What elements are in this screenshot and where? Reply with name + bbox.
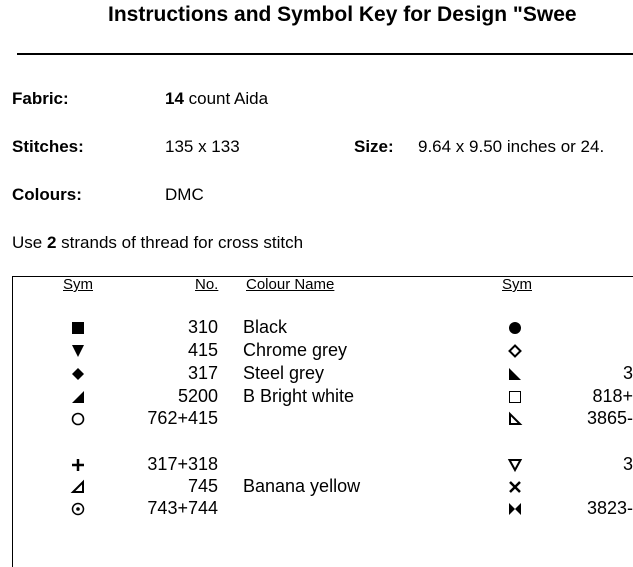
thread-instruction xyxy=(12,233,303,253)
colours-label: Colours: xyxy=(12,185,82,204)
colour-number: 762+415 xyxy=(147,408,218,428)
fabric-value xyxy=(165,89,268,109)
open-triangle-down-icon xyxy=(505,456,525,476)
colour-number-right: 3 xyxy=(622,454,633,474)
colour-number-right: 818+ xyxy=(592,386,633,406)
fabric-label: Fabric: xyxy=(12,89,69,108)
plus-icon xyxy=(68,456,88,476)
colour-number: 745 xyxy=(187,476,218,496)
filled-square-icon xyxy=(68,319,88,339)
fabric-count: 14 xyxy=(165,89,184,108)
open-diamond-icon xyxy=(505,342,525,362)
header-colour-name: Colour Name xyxy=(246,276,335,293)
colour-number-right: 3865- xyxy=(586,408,633,428)
colour-number: 743+744 xyxy=(147,498,218,518)
size-label: Size: xyxy=(354,137,394,156)
bowtie-icon xyxy=(505,500,525,520)
colour-number-right: 3823- xyxy=(586,498,633,518)
filled-triangle-down-icon xyxy=(68,342,88,362)
instruction-prefix: Use xyxy=(12,233,47,252)
colour-name: Chrome grey xyxy=(243,340,348,360)
filled-wedge-right-icon xyxy=(68,388,88,408)
open-wedge-icon xyxy=(68,478,88,498)
colour-number: 317+318 xyxy=(147,454,218,474)
strand-count: 2 xyxy=(46,233,57,252)
header-no: No. xyxy=(195,276,219,293)
colour-name: Banana yellow xyxy=(243,476,361,496)
x-icon xyxy=(505,478,525,498)
colours-value: DMC xyxy=(165,185,204,204)
colour-number-right: 3 xyxy=(622,363,633,383)
header-sym-right: Sym xyxy=(502,276,532,293)
instruction-suffix: strands of thread for cross stitch xyxy=(56,233,304,252)
colour-name: B Bright white xyxy=(243,386,355,406)
colour-name: Black xyxy=(243,317,288,337)
colour-number: 310 xyxy=(187,317,218,337)
filled-circle-icon xyxy=(505,319,525,339)
filled-diamond-icon xyxy=(68,365,88,385)
page-title: Instructions and Symbol Key for Design "Swee xyxy=(108,3,577,26)
header-sym: Sym xyxy=(63,276,93,293)
colour-number: 317 xyxy=(187,363,218,383)
title-divider xyxy=(17,53,633,55)
fabric-type: count Aida xyxy=(183,89,269,108)
colour-name: Steel grey xyxy=(243,363,325,383)
filled-wedge-left-icon xyxy=(505,365,525,385)
open-square-icon xyxy=(505,388,525,408)
stitches-label: Stitches: xyxy=(12,137,84,156)
circle-dot-icon xyxy=(68,500,88,520)
colour-number: 415 xyxy=(187,340,218,360)
stitches-value: 135 x 133 xyxy=(165,137,240,156)
size-value: 9.64 x 9.50 inches or 24. xyxy=(418,137,605,156)
colour-number: 5200 xyxy=(177,386,218,406)
open-circle-icon xyxy=(68,410,88,430)
open-wedge-left-icon xyxy=(505,410,525,430)
